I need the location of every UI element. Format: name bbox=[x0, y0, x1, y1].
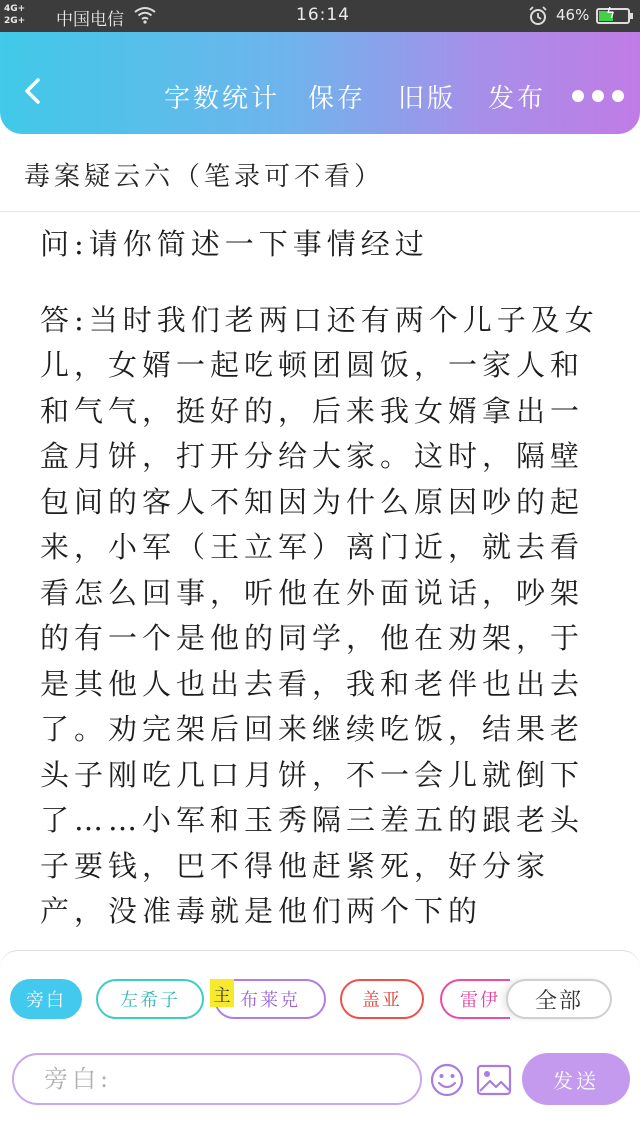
image-icon[interactable] bbox=[476, 1063, 512, 1097]
alarm-icon bbox=[528, 6, 548, 26]
word-count-button[interactable]: 字数统计 bbox=[164, 84, 281, 114]
main-character-badge: 主 bbox=[210, 979, 234, 1007]
document-title-row[interactable] bbox=[0, 134, 640, 212]
more-dot bbox=[592, 90, 604, 102]
character-chip-gai[interactable]: 盖亚 bbox=[340, 979, 424, 1019]
dialog-input[interactable] bbox=[12, 1053, 422, 1105]
network-type: 4G+ 2G+ bbox=[4, 4, 26, 26]
battery-percentage: 46% bbox=[556, 6, 590, 24]
save-button[interactable]: 保存 bbox=[308, 84, 367, 114]
carrier-name: 中国电信 bbox=[56, 10, 124, 30]
document-body[interactable] bbox=[40, 222, 606, 935]
more-dot bbox=[572, 90, 584, 102]
all-characters-button[interactable]: 全部 bbox=[506, 979, 612, 1019]
question-paragraph[interactable]: 问:请你简述一下事情经过 bbox=[40, 227, 429, 261]
character-chip-lei[interactable]: 雷伊 bbox=[440, 979, 510, 1019]
publish-button[interactable]: 发布 bbox=[488, 84, 547, 114]
answer-paragraph[interactable]: 答:当时我们老两口还有两个儿子及女儿，女婿一起吃顿团圆饭，一家人和和气气，挺好的，后来我女婿拿出一盒月饼，打开分给大家。这时，隔壁包间的客人不知因为什么原因吵的起来，小军（王立军）离门近，就去看看怎么回事，听他在外面说话，吵架的有一个是他的同学，他在劝架，于是其他人也出去看，我和老伴也出去了。劝完架后回来继续吃饭，结果老头子刚吃几口月饼，不一会儿就倒下了……小军和玉秀隔三差五的跟老头子要钱，巴不得他赶紧死，好分家产，没准毒就是他们两个下的 bbox=[40, 302, 599, 928]
character-chip-zuo[interactable]: 左希子 bbox=[96, 979, 204, 1019]
old-version-button[interactable]: 旧版 bbox=[398, 84, 457, 114]
editor-toolbar bbox=[0, 32, 640, 134]
charging-bolt-icon: ϟ bbox=[606, 6, 616, 22]
document-title[interactable]: 毒案疑云六（笔录可不看） bbox=[24, 162, 385, 192]
character-chip-narrator[interactable]: 旁白 bbox=[10, 979, 82, 1019]
battery-icon bbox=[596, 8, 630, 24]
character-dialog-panel bbox=[0, 950, 640, 1138]
emoji-icon[interactable] bbox=[430, 1063, 464, 1097]
more-options-icon[interactable] bbox=[572, 90, 624, 102]
more-dot bbox=[612, 90, 624, 102]
back-arrow-icon[interactable] bbox=[18, 76, 48, 106]
character-chip-bu[interactable]: 布莱克 bbox=[214, 979, 326, 1019]
send-button[interactable]: 发送 bbox=[522, 1053, 630, 1105]
status-bar bbox=[0, 0, 640, 32]
clock: 16:14 bbox=[296, 5, 350, 25]
wifi-icon bbox=[134, 6, 156, 24]
